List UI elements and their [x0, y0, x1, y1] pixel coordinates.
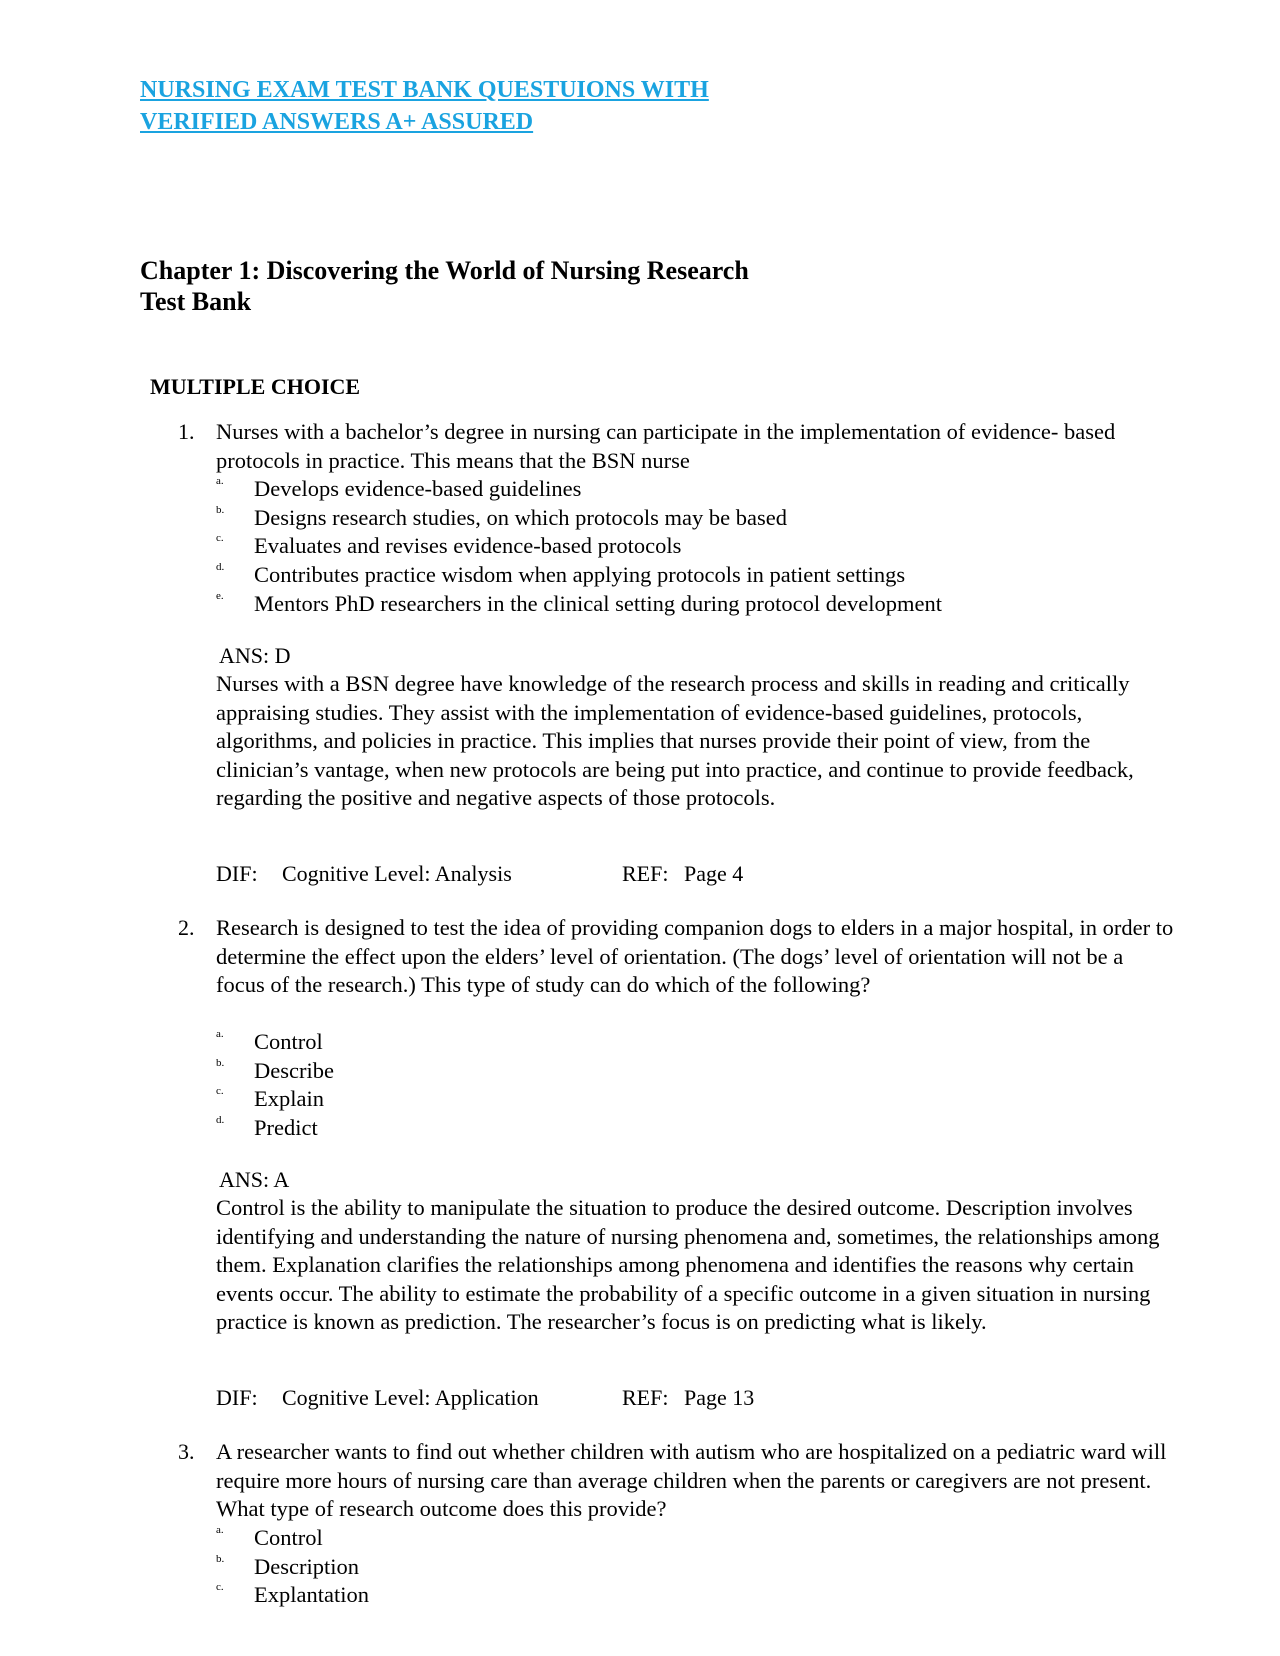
difficulty-label: DIF:: [216, 1385, 258, 1410]
choice-letter: b.: [216, 1056, 225, 1069]
answer-rationale: Control is the ability to manipulate the situation to produce the desired outcome. Description involves identifying and understanding the nature of nursing phenomena and, sometimes, the relationships among them. Explanation clarifies the relationships among phenomena and identifies the reasons why certain events occur. The ability to estimate the probability of a specific outcome in a given situation in nursing practice is known as prediction. The researcher’s focus is on predicting what is likely.: [216, 1195, 1160, 1334]
question-text: Nurses with a bachelor’s degree in nursing can participate in the implementation of evidence- based protocols in practice. This means that the BSN nurse: [216, 419, 1116, 473]
choice-c: [216, 532, 1176, 561]
choice-b: [216, 1057, 1176, 1086]
choice-letter: a.: [216, 475, 224, 487]
document-title-link[interactable]: [140, 74, 1040, 138]
choice-text: Control: [254, 1029, 323, 1054]
reference-label: REF:: [622, 861, 669, 886]
choice-text: Predict: [254, 1115, 318, 1141]
choice-letter: b.: [216, 503, 225, 516]
choice-text: Mentors PhD researchers in the clinical setting during protocol development: [254, 590, 942, 616]
document-title-line-1[interactable]: NURSING EXAM TEST BANK QUESTUIONS WITH: [140, 77, 709, 103]
difficulty-label: DIF:: [216, 861, 258, 886]
document-title-line-2[interactable]: VERIFIED ANSWERS A+ ASSURED: [140, 109, 534, 135]
reference-value: Page 4: [684, 861, 744, 886]
chapter-title-line-1: Chapter 1: Discovering the World of Nursing Research: [140, 256, 749, 285]
choice-c: [216, 1085, 1176, 1114]
answer-choices: [216, 1524, 1176, 1610]
reference-label: REF:: [622, 1385, 669, 1410]
choice-d: [216, 561, 1176, 590]
choice-d: [216, 1114, 1176, 1143]
choice-letter: a.: [216, 1028, 224, 1040]
choice-letter: b.: [216, 1552, 225, 1565]
section-title: MULTIPLE CHOICE: [150, 374, 361, 399]
choice-text: Description: [254, 1553, 359, 1579]
choice-letter: c.: [216, 1581, 224, 1594]
choice-a: [216, 1524, 1176, 1553]
question-text: A researcher wants to find out whether children with autism who are hospitalized on a pediatric ward will require more hours of nursing care than average children when the parents or caregivers are not present. What type of research outcome does this provide?: [216, 1439, 1167, 1521]
answer-key: ANS: A: [219, 1167, 290, 1192]
choice-e: [216, 590, 1176, 619]
choice-letter: c.: [216, 532, 224, 545]
chapter-title: [140, 255, 1040, 317]
difficulty-value: Cognitive Level: Application: [282, 1385, 539, 1410]
choice-b: [216, 1553, 1176, 1582]
choice-letter: d.: [216, 1114, 225, 1127]
choice-text: Designs research studies, on which protocols may be based: [254, 504, 787, 530]
choice-text: Explantation: [254, 1582, 369, 1608]
chapter-title-line-2: Test Bank: [140, 287, 252, 316]
answer-rationale: Nurses with a BSN degree have knowledge of the research process and skills in reading and critically appraising studies. They assist with the implementation of evidence-based guidelines, protocols, algorithms, and policies in practice. This implies that nurses provide their point of view, from the clinician’s vantage, when new protocols are being put into practice, and continue to provide feedback, regarding the positive and negative aspects of those protocols.: [216, 671, 1134, 810]
difficulty-value: Cognitive Level: Analysis: [282, 861, 512, 886]
choice-letter: a.: [216, 1524, 224, 1536]
choice-text: Develops evidence-based guidelines: [254, 476, 582, 501]
question-number: 1.: [178, 419, 195, 444]
choice-text: Explain: [254, 1086, 324, 1112]
choice-c: [216, 1581, 1176, 1610]
reference-value: Page 13: [684, 1385, 755, 1410]
answer-choices: [216, 1028, 1176, 1143]
choice-a: [216, 1028, 1176, 1057]
question-number: 2.: [178, 915, 195, 940]
choice-letter: d.: [216, 561, 225, 574]
question-number: 3.: [178, 1439, 195, 1464]
answer-key: ANS: D: [219, 643, 291, 668]
choice-letter: e.: [216, 589, 224, 602]
choice-b: [216, 504, 1176, 533]
choice-a: [216, 475, 1176, 504]
choice-text: Describe: [254, 1057, 334, 1083]
choice-letter: c.: [216, 1085, 224, 1098]
choice-text: Evaluates and revises evidence-based protocols: [254, 533, 682, 559]
question-text: Research is designed to test the idea of providing companion dogs to elders in a major hospital, in order to determine the effect upon the elders’ level of orientation. (The dogs’ level of orientation will not be a focus of the research.) This type of study can do which of the following?: [216, 915, 1174, 997]
choice-text: Control: [254, 1525, 323, 1550]
choice-text: Contributes practice wisdom when applying protocols in patient settings: [254, 562, 906, 588]
answer-choices: [216, 475, 1176, 618]
